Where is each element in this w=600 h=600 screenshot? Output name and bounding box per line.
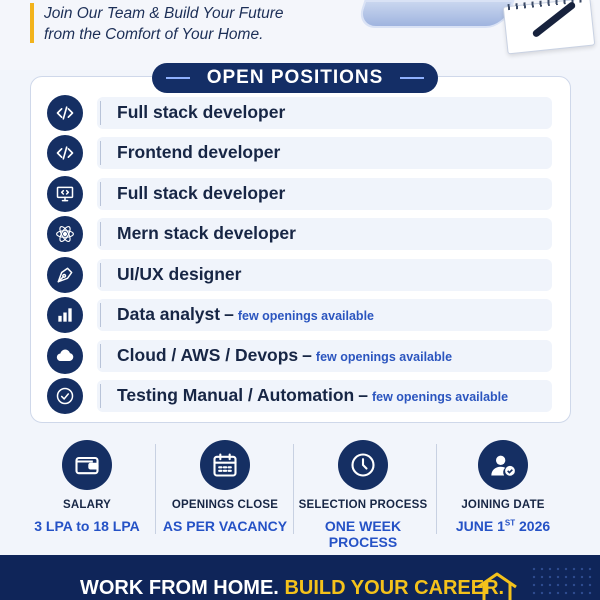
position-row-uiux[interactable] <box>45 257 558 293</box>
user-check-icon <box>478 440 528 490</box>
openings-close-value: AS PER VACANCY <box>162 518 288 534</box>
openings-note: few openings available <box>315 350 453 364</box>
calendar-icon <box>200 440 250 490</box>
selection-process-title: SELECTION PROCESS <box>298 499 428 511</box>
position-label: Data analyst <box>117 304 221 324</box>
monitor-code-icon <box>47 176 83 212</box>
selection-process-value: ONE WEEK PROCESS <box>324 518 402 550</box>
position-row-full-stack[interactable] <box>45 95 558 131</box>
position-label: Testing Manual / Automation <box>117 385 355 405</box>
position-row-mern[interactable] <box>45 216 558 252</box>
banner-part-1: WORK FROM HOME. <box>80 577 279 599</box>
header-area <box>0 0 600 70</box>
position-row-full-stack-2[interactable] <box>45 176 558 212</box>
position-row-testing[interactable]: Testing Manual / Automation – few openings available <box>45 378 558 414</box>
cloud-icon <box>47 338 83 374</box>
bottom-banner <box>0 555 600 600</box>
code-icon <box>47 95 83 131</box>
dot-pattern <box>530 565 594 595</box>
joining-date-value: JUNE 1ST 2026 <box>455 518 551 534</box>
position-row-data-analyst[interactable]: Data analyst – few openings available <box>45 297 558 333</box>
selection-process-info <box>293 438 433 550</box>
position-label: Full stack developer <box>117 183 286 203</box>
banner-text <box>80 577 504 600</box>
salary-value: 3 LPA to 18 LPA <box>34 518 140 534</box>
banner-part-2: BUILD YOUR CAREER. <box>284 577 505 599</box>
code-icon <box>47 135 83 171</box>
openings-close-title: OPENINGS CLOSE <box>171 499 279 511</box>
joining-date-info <box>433 438 573 550</box>
salary-title: SALARY <box>62 499 112 511</box>
position-label: Cloud / AWS / Devops <box>117 345 299 365</box>
position-row-cloud[interactable]: Cloud / AWS / Devops – few openings available <box>45 338 558 374</box>
position-label: Mern stack developer <box>117 223 296 243</box>
salary-info <box>17 438 157 550</box>
open-positions-title: OPEN POSITIONS <box>152 63 438 93</box>
openings-note: few openings available <box>371 390 509 404</box>
accent-bar <box>30 3 34 43</box>
joining-date-title: JOINING DATE <box>461 499 545 511</box>
position-label: Full stack developer <box>117 102 286 122</box>
clock-icon <box>338 440 388 490</box>
laptop-illustration <box>355 0 514 28</box>
openings-note: few openings available <box>237 309 374 323</box>
tagline-line-2: from the Comfort of Your Home. <box>44 26 264 43</box>
react-atom-icon <box>47 216 83 252</box>
position-row-frontend[interactable] <box>45 135 558 171</box>
openings-close-info <box>155 438 295 550</box>
house-icon <box>474 571 520 600</box>
pen-nib-icon <box>47 257 83 293</box>
check-circle-icon <box>47 378 83 414</box>
position-label: UI/UX designer <box>117 264 242 284</box>
wallet-icon <box>62 440 112 490</box>
bar-chart-icon <box>47 297 83 333</box>
tagline-line-1: Join Our Team & Build Your Future <box>44 5 284 22</box>
job-info-strip <box>0 438 600 550</box>
position-label: Frontend developer <box>117 142 281 162</box>
